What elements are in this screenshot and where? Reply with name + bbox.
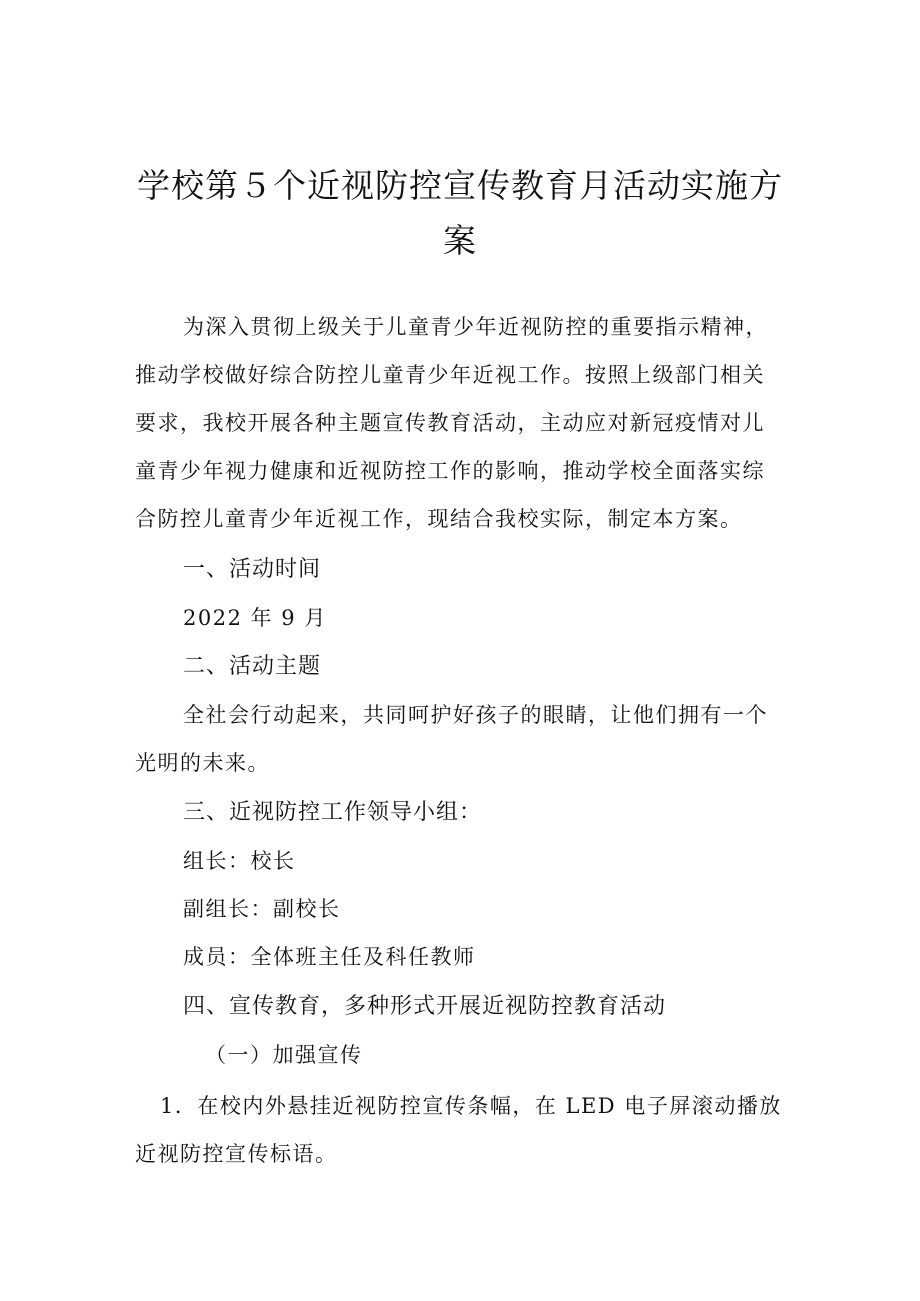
section3-heading: 三、近视防控工作领导小组： xyxy=(183,800,483,825)
intro-line-2: 推动学校做好综合防控儿童青少年近视工作。按照上级部门相关 xyxy=(135,363,765,387)
section4-heading: 四、宣传教育，多种形式开展近视防控教育活动 xyxy=(183,994,667,1019)
section4-item1-line-1: 1．在校内外悬挂近视防控宣传条幅，在 LED 电子屏滚动播放 xyxy=(160,1094,782,1118)
section1-heading: 一、活动时间 xyxy=(183,557,322,582)
section2-line-2: 光明的未来。 xyxy=(135,751,270,775)
section3-members: 成员：全体班主任及科任教师 xyxy=(183,945,476,969)
section2-heading: 二、活动主题 xyxy=(183,654,322,679)
section4-item1-line-2: 近视防控宣传标语。 xyxy=(135,1142,338,1166)
section1-content: 2022 年 9 月 xyxy=(183,606,327,630)
section3-deputy: 副组长：副校长 xyxy=(183,897,341,921)
document-title-line2: 案 xyxy=(443,221,477,260)
intro-line-4: 童青少年视力健康和近视防控工作的影响，推动学校全面落实综 xyxy=(135,459,765,483)
intro-line-1: 为深入贯彻上级关于儿童青少年近视防控的重要指示精神， xyxy=(183,315,768,339)
intro-line-3: 要求，我校开展各种主题宣传教育活动，主动应对新冠疫情对儿 xyxy=(135,411,765,435)
document-title-line1: 学校第５个近视防控宣传教育月活动实施方 xyxy=(137,166,783,205)
section2-line-1: 全社会行动起来，共同呵护好孩子的眼睛，让他们拥有一个 xyxy=(183,703,768,727)
intro-line-5: 合防控儿童青少年近视工作，现结合我校实际，制定本方案。 xyxy=(135,507,743,531)
section3-leader: 组长：校长 xyxy=(183,849,296,873)
section4-subheading-1: （一）加强宣传 xyxy=(205,1043,363,1067)
